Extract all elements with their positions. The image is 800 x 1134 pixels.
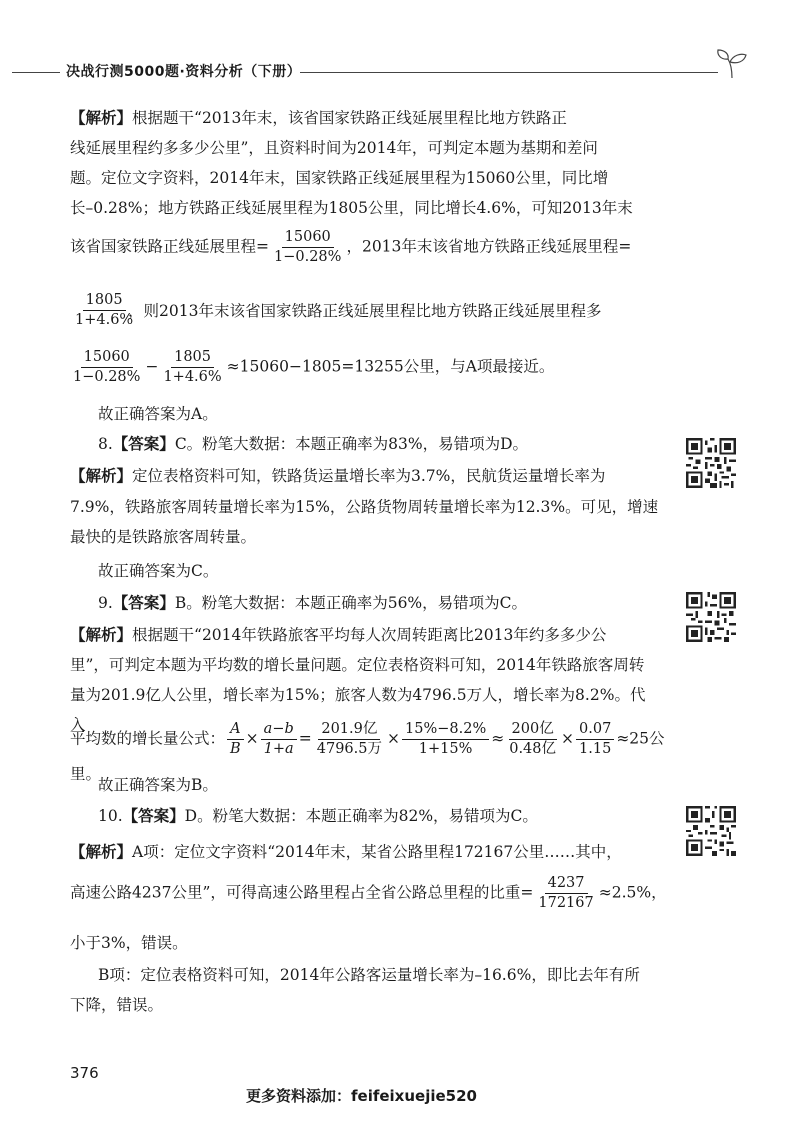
analysis-tag: 【解析】 (70, 108, 133, 127)
question-number: 9. (98, 594, 113, 612)
header-title: 决战行测5000题·资料分析（下册） (66, 64, 302, 80)
fraction-local-base (72, 291, 136, 330)
fraction-numerator: 1805 (171, 348, 214, 368)
question-number: 8. (98, 435, 113, 453)
formula-intro: 平均数的增长量公式： (70, 729, 226, 748)
q8-answer (98, 429, 660, 459)
fraction-denominator: 1+4.6% (75, 312, 134, 328)
answer-tag: 【答案】 (112, 593, 175, 612)
fraction-growth-difference (261, 720, 297, 759)
q10-text: ≈2.5%， (598, 883, 667, 902)
q7-analysis-line-4: 长–0.28%；地方铁路正线延展里程为1805公里，同比增长4.6%，可知2013年末 (70, 199, 633, 217)
q9-text: 根据题干“2014年铁路旅客平均每人次周转距离比2013年约多多少公 (132, 626, 607, 644)
fraction-denominator: 1+15% (418, 741, 473, 757)
answer-text: B。粉笔大数据：本题正确率为56%，易错项为C。 (174, 594, 528, 612)
fraction-turnover-over-passengers (314, 720, 385, 759)
q7-text: 该省国家铁路正线延展里程= (70, 237, 269, 256)
answer-text: C。粉笔大数据：本题正确率为83%，易错项为D。 (174, 435, 529, 453)
fraction-denominator: 0.48亿 (509, 741, 557, 757)
fraction-rounded-rate (576, 720, 614, 759)
fraction-numerator: 15060 (81, 348, 133, 368)
fraction-numerator: 15%−8.2% (402, 720, 489, 740)
q8-conclusion: 故正确答案为C。 (98, 562, 219, 580)
q9-analysis-line-1 (70, 620, 660, 650)
fraction-numerator: 15060 (282, 228, 334, 248)
fraction-denominator: 4796.5万 (316, 741, 382, 757)
q9-analysis-line-2: 里”，可判定本题为平均数的增长量问题。定位表格资料可知，2014年铁路旅客周转 (70, 656, 645, 674)
analysis-tag: 【解析】 (70, 625, 133, 644)
q10-text: A项：定位文字资料“2014年末，某省公路里程172167公里……其中， (132, 843, 622, 861)
fraction-denominator: B (230, 741, 241, 757)
fraction-denominator: 1+4.6% (163, 369, 222, 385)
q9-analysis-line-3: 量为201.9亿人公里，增长率为15%；旅客人数为4796.5万人，增长率为8.2%。代入 (70, 686, 646, 734)
fraction-denominator: 1+a (263, 741, 294, 757)
q7-analysis-line-7 (70, 348, 660, 387)
qr-code-icon[interactable] (686, 438, 736, 488)
q7-text: 根据题干“2013年末，该省国家铁路正线延展里程比地方铁路正 (132, 109, 567, 127)
fraction-denominator: 1−0.28% (73, 369, 141, 385)
formula-result: ≈25公里。 (70, 729, 665, 783)
q9-answer (98, 588, 660, 618)
q9-conclusion: 故正确答案为B。 (98, 776, 218, 794)
qr-code-icon[interactable] (686, 592, 736, 642)
analysis-tag: 【解析】 (70, 466, 133, 485)
fraction-numerator: 201.9亿 (318, 720, 380, 740)
q7-analysis-line-2: 线延展里程约多多少公里”，且资料时间为2014年，可判定本题为基期和差问 (70, 139, 598, 157)
q7-text: ≈15060−1805=13255公里，与A项最接近。 (226, 357, 555, 376)
header-rule-left (12, 72, 60, 73)
fraction-rate-difference (402, 720, 489, 759)
times-sign: × (561, 729, 575, 748)
footer-note: 更多资料添加：feifeixuejie520 (246, 1087, 477, 1105)
equals-sign: = (298, 729, 312, 748)
fraction-numerator: 0.07 (576, 720, 614, 740)
analysis-tag: 【解析】 (70, 842, 133, 861)
q8-analysis-line-3: 最快的是铁路旅客周转量。 (70, 528, 257, 546)
q10-analysis-line-2 (70, 874, 670, 913)
q8-analysis-line-1 (70, 461, 660, 491)
q7-text: ，2013年末该省地方铁路正线延展里程= (346, 237, 632, 256)
q8-analysis-line-2: 7.9%，铁路旅客周转量增长率为15%，公路货物周转量增长率为12.3%。可见，增速 (70, 498, 659, 516)
sprout-ornament-icon (712, 46, 752, 80)
fraction-numerator: a−b (261, 720, 297, 740)
q7-conclusion: 故正确答案为A。 (98, 405, 218, 423)
answer-text: D。粉笔大数据：本题正确率为82%，易错项为C。 (184, 807, 538, 825)
fraction-denominator: 1−0.28% (274, 249, 342, 265)
fraction-denominator: 1.15 (579, 741, 612, 757)
q10-analysis-line-3: 小于3%，错误。 (70, 934, 188, 952)
fraction-numerator: 4237 (545, 874, 588, 894)
times-sign: × (387, 729, 400, 748)
answer-tag: 【答案】 (122, 806, 185, 825)
header-rule-right (300, 72, 718, 73)
running-header (0, 58, 800, 88)
fraction-national-base (271, 228, 344, 267)
times-sign: × (245, 729, 259, 748)
fraction-numerator: 200亿 (509, 720, 557, 740)
q10-answer (98, 801, 660, 831)
q10-analysis-line-1 (70, 837, 660, 867)
minus-sign: − (145, 357, 159, 376)
fraction-rounded-ratio (506, 720, 559, 759)
q7-analysis-line-5 (70, 228, 660, 267)
qr-code-icon[interactable] (686, 806, 736, 856)
fraction-numerator: A (227, 720, 243, 740)
fraction-numerator: 1805 (83, 291, 126, 311)
q10-option-b-line-1: B项：定位表格资料可知，2014年公路客运量增长率为–16.6%，即比去年有所 (98, 966, 640, 984)
q8-text: 定位表格资料可知，铁路货运量增长率为3.7%，民航货运量增长率为 (132, 467, 606, 485)
q7-analysis-line-1 (70, 103, 660, 133)
fraction-national-base (70, 348, 143, 387)
fraction-a-over-b (227, 720, 244, 759)
q10-text: 高速公路4237公里”，可得高速公路里程占全省公路总里程的比重= (70, 883, 534, 902)
q10-option-b-line-2: 下降，错误。 (70, 996, 164, 1014)
answer-tag: 【答案】 (112, 434, 175, 453)
fraction-highway-share (535, 874, 596, 913)
fraction-local-base (160, 348, 224, 387)
q7-analysis-line-6: ，则2013年末该省国家铁路正线延展里程比地方铁路正线延展里程多 (128, 302, 602, 320)
page-number: 376 (70, 1064, 99, 1082)
q7-analysis-line-3: 题。定位文字资料，2014年末，国家铁路正线延展里程为15060公里，同比增 (70, 169, 609, 187)
approx-sign: ≈ (491, 729, 505, 748)
fraction-denominator: 172167 (538, 895, 594, 911)
question-number: 10. (98, 807, 123, 825)
